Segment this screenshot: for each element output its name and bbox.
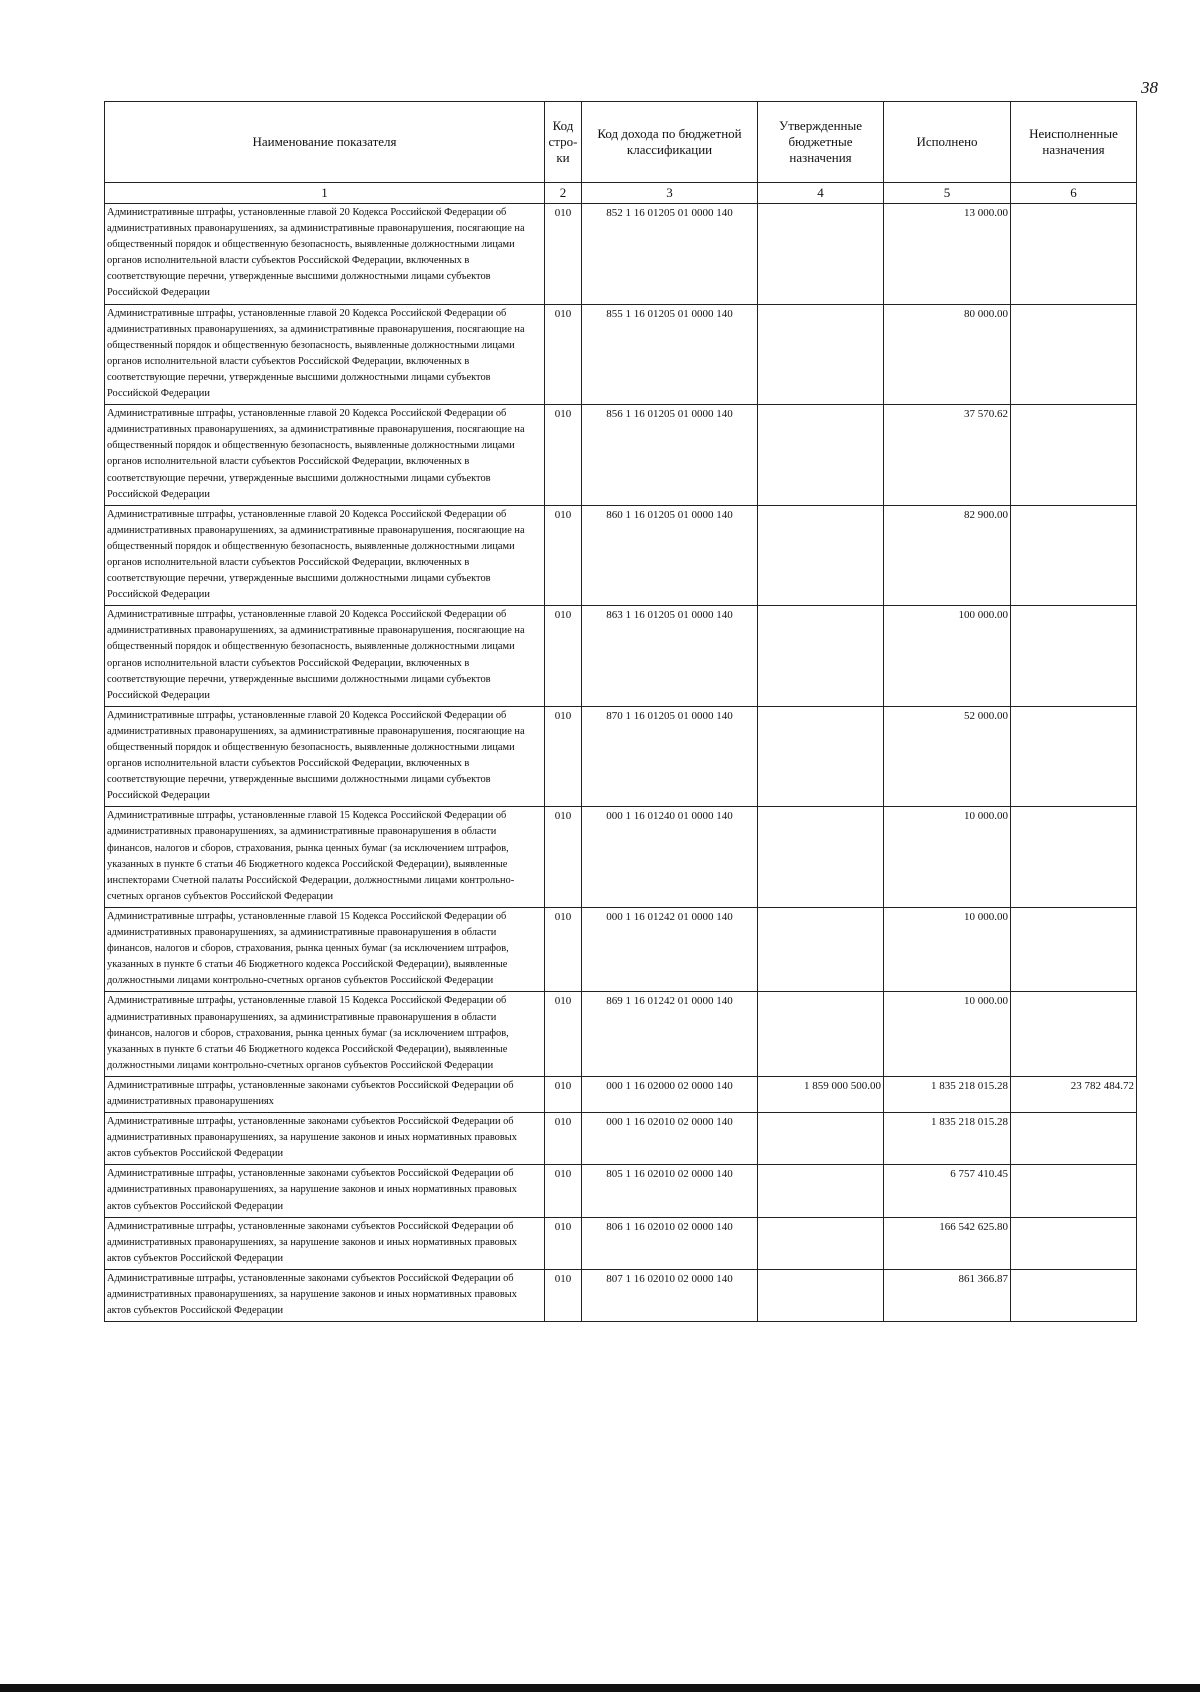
approved-cell xyxy=(758,606,884,707)
line-code-cell: 010 xyxy=(545,1269,582,1321)
header-unexecuted: Неисполненные назначения xyxy=(1011,102,1137,183)
approved-cell xyxy=(758,992,884,1076)
unexecuted-cell xyxy=(1011,907,1137,991)
line-code-cell: 010 xyxy=(545,1113,582,1165)
income-code-cell: 869 1 16 01242 01 0000 140 xyxy=(582,992,758,1076)
approved-cell: 1 859 000 500.00 xyxy=(758,1076,884,1112)
indicator-name-cell: Административные штрафы, установленные главой 20 Кодекса Российской Федерации об административных правонарушениях, за административные правонарушения, посягающие на общественный порядок и общественную безопасность, выявленные должностными лицами органов исполнительной власти субъектов Российской Федерации, включенных в соответствующие перечни, утвержденные высшими должностными лицами субъектов Российской Федерации xyxy=(105,304,545,405)
unexecuted-cell xyxy=(1011,405,1137,506)
unexecuted-cell xyxy=(1011,1217,1137,1269)
unexecuted-cell xyxy=(1011,606,1137,707)
income-code-cell: 863 1 16 01205 01 0000 140 xyxy=(582,606,758,707)
header-line-code: Код стро-ки xyxy=(545,102,582,183)
executed-cell: 6 757 410.45 xyxy=(884,1165,1011,1217)
unexecuted-cell xyxy=(1011,807,1137,908)
unexecuted-cell xyxy=(1011,1165,1137,1217)
approved-cell xyxy=(758,1113,884,1165)
column-number: 5 xyxy=(884,183,1011,204)
table-row xyxy=(105,992,1137,1076)
approved-cell xyxy=(758,1269,884,1321)
line-code-cell: 010 xyxy=(545,1076,582,1112)
executed-cell: 100 000.00 xyxy=(884,606,1011,707)
income-code-cell: 852 1 16 01205 01 0000 140 xyxy=(582,204,758,305)
line-code-cell: 010 xyxy=(545,606,582,707)
column-number: 6 xyxy=(1011,183,1137,204)
page-number: 38 xyxy=(1141,78,1158,97)
table-row xyxy=(105,1217,1137,1269)
table-row xyxy=(105,1076,1137,1112)
indicator-name-cell: Административные штрафы, установленные главой 15 Кодекса Российской Федерации об административных правонарушениях, за административные правонарушения в области финансов, налогов и сборов, страхования, рынка ценных бумаг (за исключением штрафов, указанных в пункте 6 статьи 46 Бюджетного кодекса Российской Федерации), выявленные должностными лицами контрольно-счетных органов субъектов Российской Федерации xyxy=(105,907,545,991)
executed-cell: 10 000.00 xyxy=(884,807,1011,908)
column-number: 4 xyxy=(758,183,884,204)
line-code-cell: 010 xyxy=(545,304,582,405)
executed-cell: 861 366.87 xyxy=(884,1269,1011,1321)
executed-cell: 10 000.00 xyxy=(884,992,1011,1076)
line-code-cell: 010 xyxy=(545,204,582,305)
indicator-name-cell: Административные штрафы, установленные главой 15 Кодекса Российской Федерации об административных правонарушениях, за административные правонарушения в области финансов, налогов и сборов, страхования, рынка ценных бумаг (за исключением штрафов, указанных в пункте 6 статьи 46 Бюджетного кодекса Российской Федерации), выявленные инспекторами Счетной палаты Российской Федерации, должностными лицами контрольно-счетных органов субъектов Российской Федерации xyxy=(105,807,545,908)
unexecuted-cell xyxy=(1011,1113,1137,1165)
line-code-cell: 010 xyxy=(545,505,582,606)
unexecuted-cell xyxy=(1011,706,1137,807)
executed-cell: 52 000.00 xyxy=(884,706,1011,807)
approved-cell xyxy=(758,405,884,506)
indicator-name-cell: Административные штрафы, установленные главой 20 Кодекса Российской Федерации об административных правонарушениях, за административные правонарушения, посягающие на общественный порядок и общественную безопасность, выявленные должностными лицами органов исполнительной власти субъектов Российской Федерации, включенных в соответствующие перечни, утвержденные высшими должностными лицами субъектов Российской Федерации xyxy=(105,405,545,506)
indicator-name-cell: Административные штрафы, установленные главой 20 Кодекса Российской Федерации об административных правонарушениях, за административные правонарушения, посягающие на общественный порядок и общественную безопасность, выявленные должностными лицами органов исполнительной власти субъектов Российской Федерации, включенных в соответствующие перечни, утвержденные высшими должностными лицами субъектов Российской Федерации xyxy=(105,706,545,807)
executed-cell: 82 900.00 xyxy=(884,505,1011,606)
income-code-cell: 855 1 16 01205 01 0000 140 xyxy=(582,304,758,405)
indicator-name-cell: Административные штрафы, установленные законами субъектов Российской Федерации об административных правонарушениях, за нарушение законов и иных нормативных правовых актов субъектов Российской Федерации xyxy=(105,1113,545,1165)
indicator-name-cell: Административные штрафы, установленные законами субъектов Российской Федерации об административных правонарушениях, за нарушение законов и иных нормативных правовых актов субъектов Российской Федерации xyxy=(105,1217,545,1269)
table-row xyxy=(105,1269,1137,1321)
table-row xyxy=(105,505,1137,606)
executed-cell: 37 570.62 xyxy=(884,405,1011,506)
table-row xyxy=(105,706,1137,807)
indicator-name-cell: Административные штрафы, установленные законами субъектов Российской Федерации об административных правонарушениях xyxy=(105,1076,545,1112)
indicator-name-cell: Административные штрафы, установленные законами субъектов Российской Федерации об административных правонарушениях, за нарушение законов и иных нормативных правовых актов субъектов Российской Федерации xyxy=(105,1165,545,1217)
table-row xyxy=(105,1113,1137,1165)
line-code-cell: 010 xyxy=(545,807,582,908)
executed-cell: 1 835 218 015.28 xyxy=(884,1076,1011,1112)
line-code-cell: 010 xyxy=(545,907,582,991)
unexecuted-cell xyxy=(1011,304,1137,405)
income-code-cell: 000 1 16 01242 01 0000 140 xyxy=(582,907,758,991)
income-code-cell: 000 1 16 02000 02 0000 140 xyxy=(582,1076,758,1112)
table-row xyxy=(105,204,1137,305)
approved-cell xyxy=(758,907,884,991)
indicator-name-cell: Административные штрафы, установленные главой 15 Кодекса Российской Федерации об административных правонарушениях, за административные правонарушения в области финансов, налогов и сборов, страхования, рынка ценных бумаг (за исключением штрафов, указанных в пункте 6 статьи 46 Бюджетного кодекса Российской Федерации), выявленные должностными лицами контрольно-счетных органов субъектов Российской Федерации xyxy=(105,992,545,1076)
income-code-cell: 870 1 16 01205 01 0000 140 xyxy=(582,706,758,807)
header-income-code: Код дохода по бюджетной классификации xyxy=(582,102,758,183)
income-code-cell: 860 1 16 01205 01 0000 140 xyxy=(582,505,758,606)
header-executed: Исполнено xyxy=(884,102,1011,183)
column-number: 1 xyxy=(105,183,545,204)
income-code-cell: 000 1 16 01240 01 0000 140 xyxy=(582,807,758,908)
table-row xyxy=(105,405,1137,506)
header-indicator-name: Наименование показателя xyxy=(105,102,545,183)
table-row xyxy=(105,304,1137,405)
approved-cell xyxy=(758,807,884,908)
line-code-cell: 010 xyxy=(545,706,582,807)
table-row xyxy=(105,1165,1137,1217)
unexecuted-cell xyxy=(1011,204,1137,305)
approved-cell xyxy=(758,304,884,405)
income-report-table xyxy=(104,101,1137,1322)
executed-cell: 13 000.00 xyxy=(884,204,1011,305)
table-row xyxy=(105,606,1137,707)
column-number: 3 xyxy=(582,183,758,204)
executed-cell: 10 000.00 xyxy=(884,907,1011,991)
income-code-cell: 806 1 16 02010 02 0000 140 xyxy=(582,1217,758,1269)
approved-cell xyxy=(758,706,884,807)
executed-cell: 1 835 218 015.28 xyxy=(884,1113,1011,1165)
indicator-name-cell: Административные штрафы, установленные главой 20 Кодекса Российской Федерации об административных правонарушениях, за административные правонарушения, посягающие на общественный порядок и общественную безопасность, выявленные должностными лицами органов исполнительной власти субъектов Российской Федерации, включенных в соответствующие перечни, утвержденные высшими должностными лицами субъектов Российской Федерации xyxy=(105,204,545,305)
executed-cell: 166 542 625.80 xyxy=(884,1217,1011,1269)
income-code-cell: 856 1 16 01205 01 0000 140 xyxy=(582,405,758,506)
line-code-cell: 010 xyxy=(545,992,582,1076)
header-row xyxy=(105,102,1137,183)
indicator-name-cell: Административные штрафы, установленные главой 20 Кодекса Российской Федерации об административных правонарушениях, за административные правонарушения, посягающие на общественный порядок и общественную безопасность, выявленные должностными лицами органов исполнительной власти субъектов Российской Федерации, включенных в соответствующие перечни, утвержденные высшими должностными лицами субъектов Российской Федерации xyxy=(105,606,545,707)
line-code-cell: 010 xyxy=(545,1165,582,1217)
executed-cell: 80 000.00 xyxy=(884,304,1011,405)
approved-cell xyxy=(758,505,884,606)
income-code-cell: 807 1 16 02010 02 0000 140 xyxy=(582,1269,758,1321)
header-approved: Утвержденные бюджетные назначения xyxy=(758,102,884,183)
approved-cell xyxy=(758,204,884,305)
unexecuted-cell: 23 782 484.72 xyxy=(1011,1076,1137,1112)
column-number: 2 xyxy=(545,183,582,204)
line-code-cell: 010 xyxy=(545,1217,582,1269)
unexecuted-cell xyxy=(1011,992,1137,1076)
approved-cell xyxy=(758,1165,884,1217)
income-code-cell: 805 1 16 02010 02 0000 140 xyxy=(582,1165,758,1217)
table-row xyxy=(105,907,1137,991)
unexecuted-cell xyxy=(1011,1269,1137,1321)
line-code-cell: 010 xyxy=(545,405,582,506)
column-number-row xyxy=(105,183,1137,204)
approved-cell xyxy=(758,1217,884,1269)
table-row xyxy=(105,807,1137,908)
income-code-cell: 000 1 16 02010 02 0000 140 xyxy=(582,1113,758,1165)
indicator-name-cell: Административные штрафы, установленные законами субъектов Российской Федерации об административных правонарушениях, за нарушение законов и иных нормативных правовых актов субъектов Российской Федерации xyxy=(105,1269,545,1321)
indicator-name-cell: Административные штрафы, установленные главой 20 Кодекса Российской Федерации об административных правонарушениях, за административные правонарушения, посягающие на общественный порядок и общественную безопасность, выявленные должностными лицами органов исполнительной власти субъектов Российской Федерации, включенных в соответствующие перечни, утвержденные высшими должностными лицами субъектов Российской Федерации xyxy=(105,505,545,606)
unexecuted-cell xyxy=(1011,505,1137,606)
scan-bottom-edge xyxy=(0,1684,1200,1692)
